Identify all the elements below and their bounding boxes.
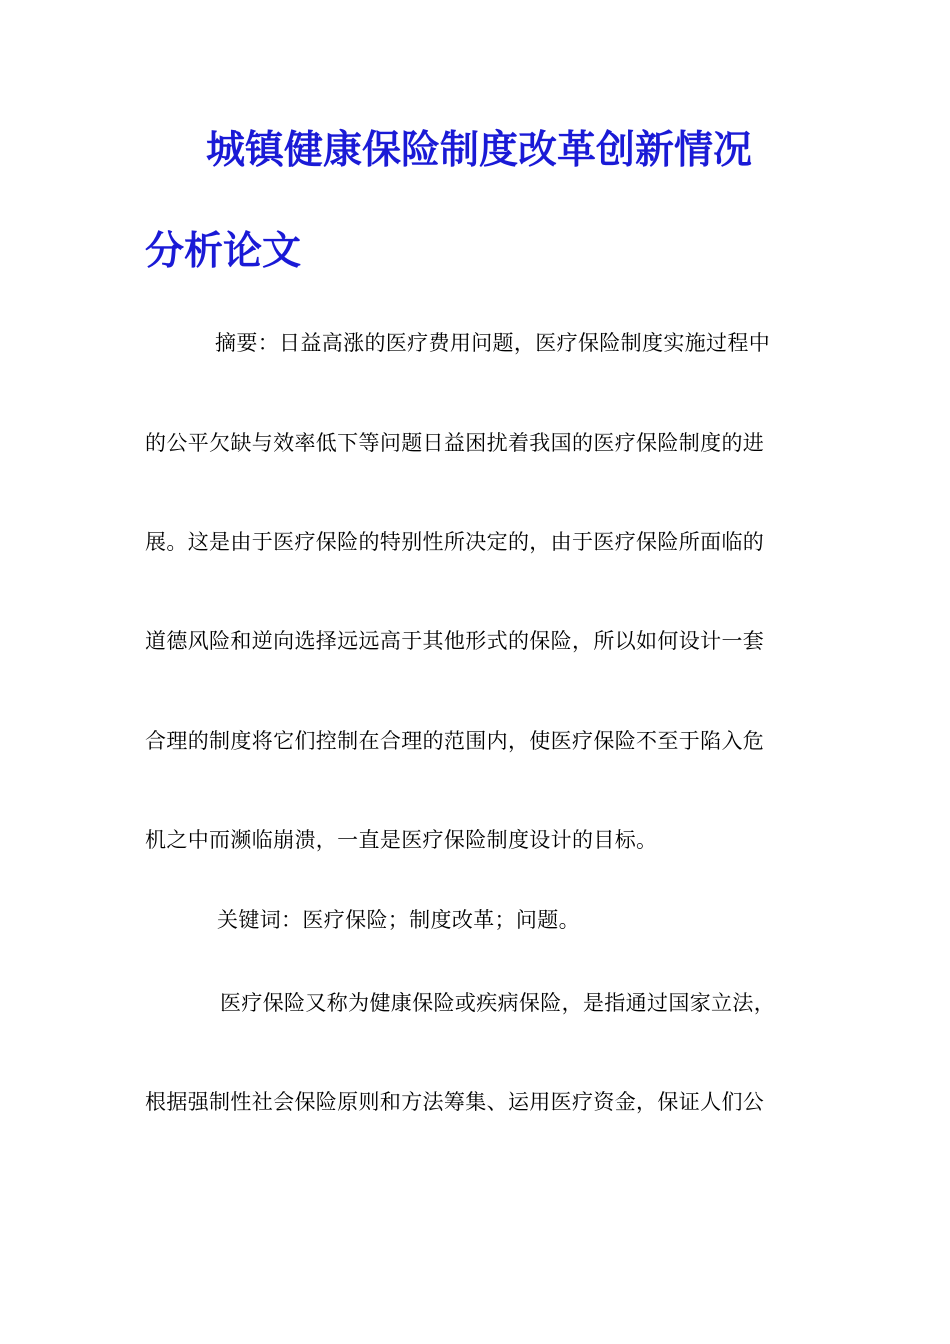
abstract-line-5: 合理的制度将它们控制在合理的范围内，使医疗保险不至于陷入危	[145, 729, 765, 753]
abstract-line-4: 道德风险和逆向选择远远高于其他形式的保险，所以如何设计一套	[145, 629, 765, 653]
body-line-2: 根据强制性社会保险原则和方法筹集、运用医疗资金，保证人们公	[145, 1090, 765, 1114]
keywords-line: 关键词：医疗保险；制度改革；问题。	[217, 908, 580, 932]
title-line-1: 城镇健康保险制度改革创新情况	[206, 127, 753, 173]
abstract-line-1: 摘要：日益高涨的医疗费用问题，医疗保险制度实施过程中	[215, 331, 771, 355]
abstract-line-6: 机之中而濒临崩溃，一直是医疗保险制度设计的目标。	[145, 828, 658, 852]
title-line-2: 分析论文	[145, 228, 302, 274]
abstract-line-2: 的公平欠缺与效率低下等问题日益困扰着我国的医疗保险制度的进	[145, 431, 765, 455]
body-line-1: 医疗保险又称为健康保险或疾病保险，是指通过国家立法，	[220, 991, 776, 1015]
abstract-line-3: 展。这是由于医疗保险的特别性所决定的，由于医疗保险所面临的	[145, 530, 765, 554]
